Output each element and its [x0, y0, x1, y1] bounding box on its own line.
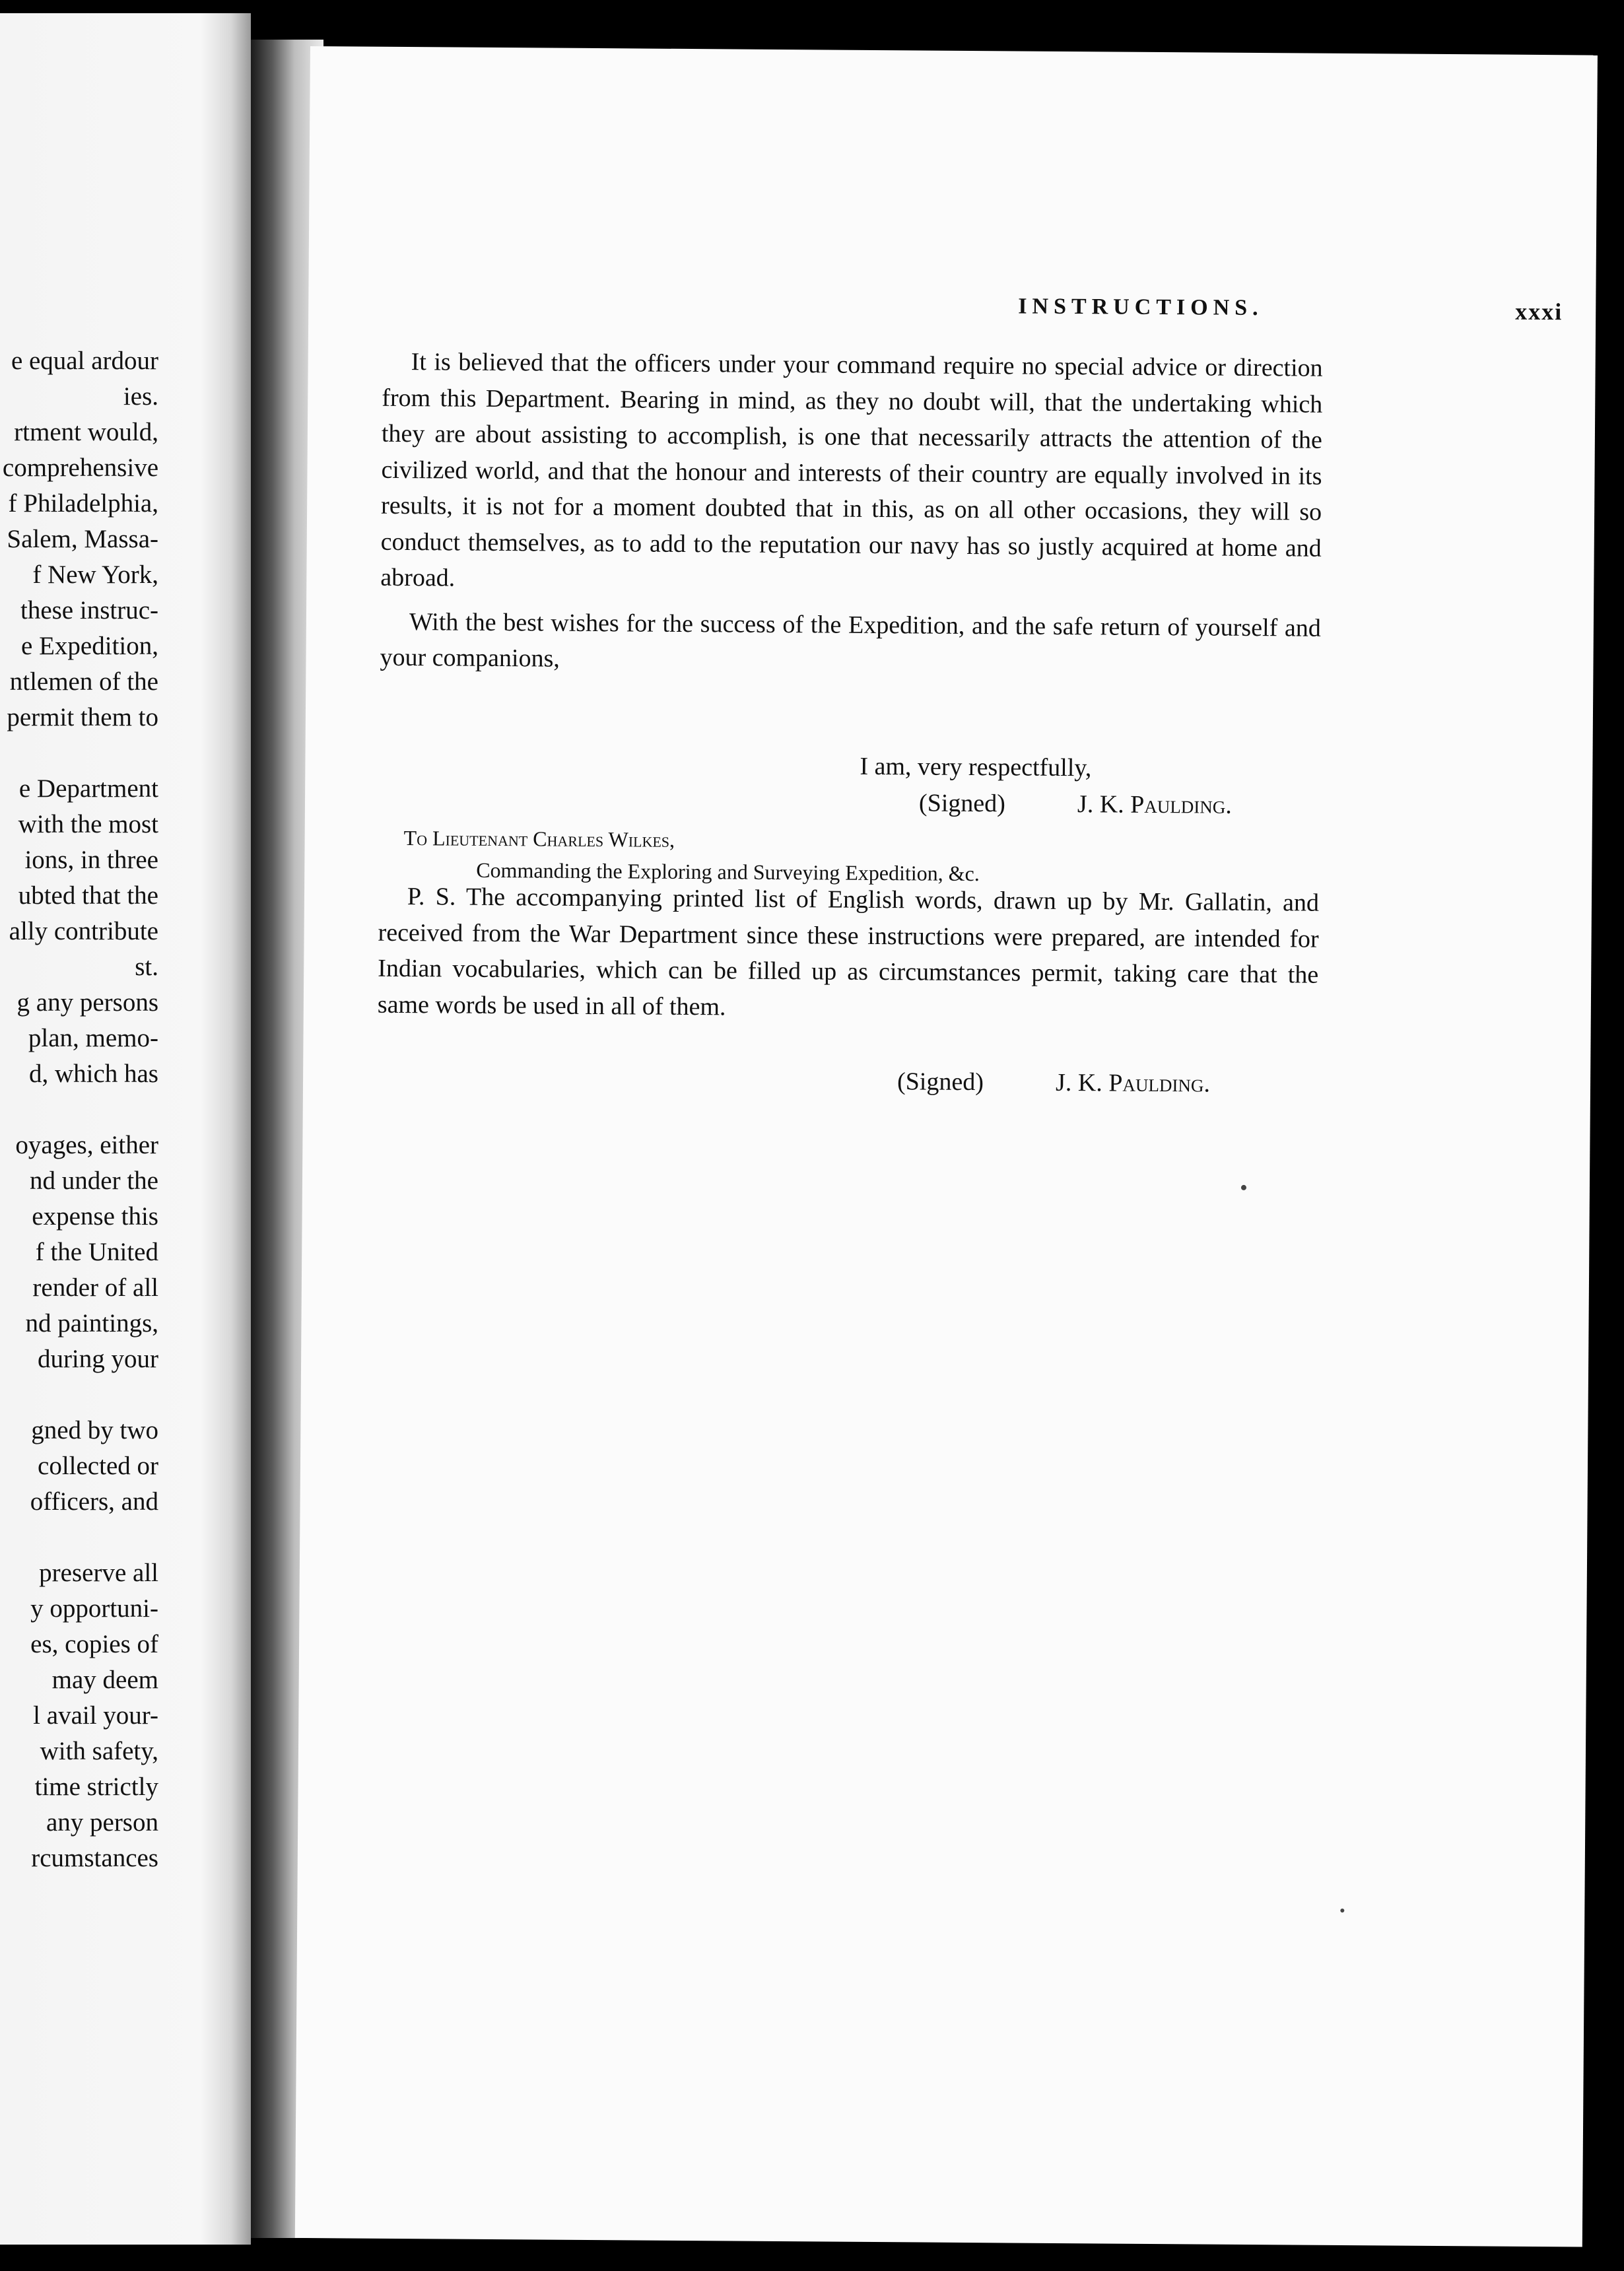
closing-signatory: J. K. Paulding. [1077, 790, 1232, 819]
right-page [295, 46, 1598, 2247]
left-page-line: ubted that the [18, 881, 158, 910]
left-page-line: ies. [123, 382, 158, 411]
left-page-line: these instruc- [20, 596, 158, 625]
left-page-line: ally contribute [9, 917, 158, 945]
left-page-line: nd paintings, [25, 1309, 158, 1338]
letter-body [380, 344, 1322, 682]
running-head: INSTRUCTIONS. [1018, 294, 1264, 321]
left-page-line: time strictly [34, 1773, 158, 1801]
postscript [378, 879, 1319, 1029]
page-number: xxxi [1515, 298, 1563, 325]
left-page-line: any person [46, 1808, 158, 1837]
left-page-line: st. [135, 953, 158, 981]
left-page-line: expense this [32, 1202, 158, 1231]
left-page-line: e Expedition, [21, 632, 158, 660]
body-paragraph: With the best wishes for the success of the Expedition, and the safe return of yourself and your companions, [380, 607, 1322, 673]
page-header [704, 292, 1589, 337]
left-page-line: with safety, [40, 1737, 158, 1765]
paper-speck [1241, 1185, 1246, 1190]
left-page-line: preserve all [39, 1559, 158, 1587]
left-page-line: y opportuni- [30, 1594, 158, 1623]
left-page-line: ions, in three [24, 846, 158, 874]
left-page-line: f New York, [32, 560, 158, 589]
left-page-line: es, copies of [30, 1630, 158, 1658]
left-page-line: rtment would, [14, 418, 158, 446]
left-page-line: Salem, Massa- [7, 525, 158, 553]
left-page-line: oyages, either [15, 1131, 158, 1159]
left-page-line: l avail your- [33, 1701, 158, 1730]
left-page-line: plan, memo- [28, 1024, 158, 1052]
closing-signed: (Signed) [918, 789, 1006, 818]
left-page-line: permit them to [7, 703, 158, 731]
left-page-line: during your [37, 1345, 158, 1373]
left-facing-page [0, 13, 251, 2245]
left-page-line: e equal ardour [11, 347, 158, 375]
closing-salutation: I am, very respectfully, [860, 752, 1092, 782]
addressee-name: To Lieutenant Charles Wilkes, [403, 826, 675, 852]
left-page-line: ntlemen of the [9, 667, 158, 696]
left-page-line: g any persons [17, 988, 158, 1017]
postscript-signed: (Signed) [897, 1068, 984, 1097]
postscript-signatory: J. K. Paulding. [1055, 1068, 1211, 1098]
left-page-line: nd under the [30, 1167, 158, 1195]
left-page-line: f the United [35, 1238, 158, 1266]
left-page-line: e Department [18, 774, 158, 803]
paper-speck [1340, 1909, 1344, 1913]
left-page-line: rcumstances [31, 1844, 158, 1872]
postscript-text: P. S. The accompanying printed list of English words, drawn up by Mr. Gallatin, and received from the War Department since these instructions were prepared, are intended for Indian vocabularies, which can be filled up as circumstances permit, taking care that the same words be used in all of them. [377, 883, 1320, 1021]
body-paragraph: It is believed that the officers under your command require no special advice or direction from this Department. Bearing in mind, as they no doubt will, that the undertaking which they are about assisting to accomplish, is one that necessarily attracts the attention of the civilized world, and that the honour and interests of their country are equally involved in its results, it is not for a moment doubted that in this, as on all other occasions, they will so conduct themselves, as to add to the reputation our navy has so justly acquired at home and abroad. [380, 348, 1323, 592]
left-page-line: comprehensive [2, 454, 158, 482]
left-page-line: d, which has [28, 1060, 158, 1088]
addressee-title: Commanding the Exploring and Surveying Expedition, &c. [476, 858, 980, 886]
left-page-line: gned by two [31, 1416, 158, 1444]
left-page-line: f Philadelphia, [8, 489, 158, 518]
left-page-line: officers, and [30, 1487, 158, 1516]
left-page-line: render of all [32, 1273, 158, 1302]
left-page-line: may deem [51, 1666, 158, 1694]
left-page-line: collected or [38, 1452, 158, 1480]
left-page-line: with the most [18, 810, 158, 838]
